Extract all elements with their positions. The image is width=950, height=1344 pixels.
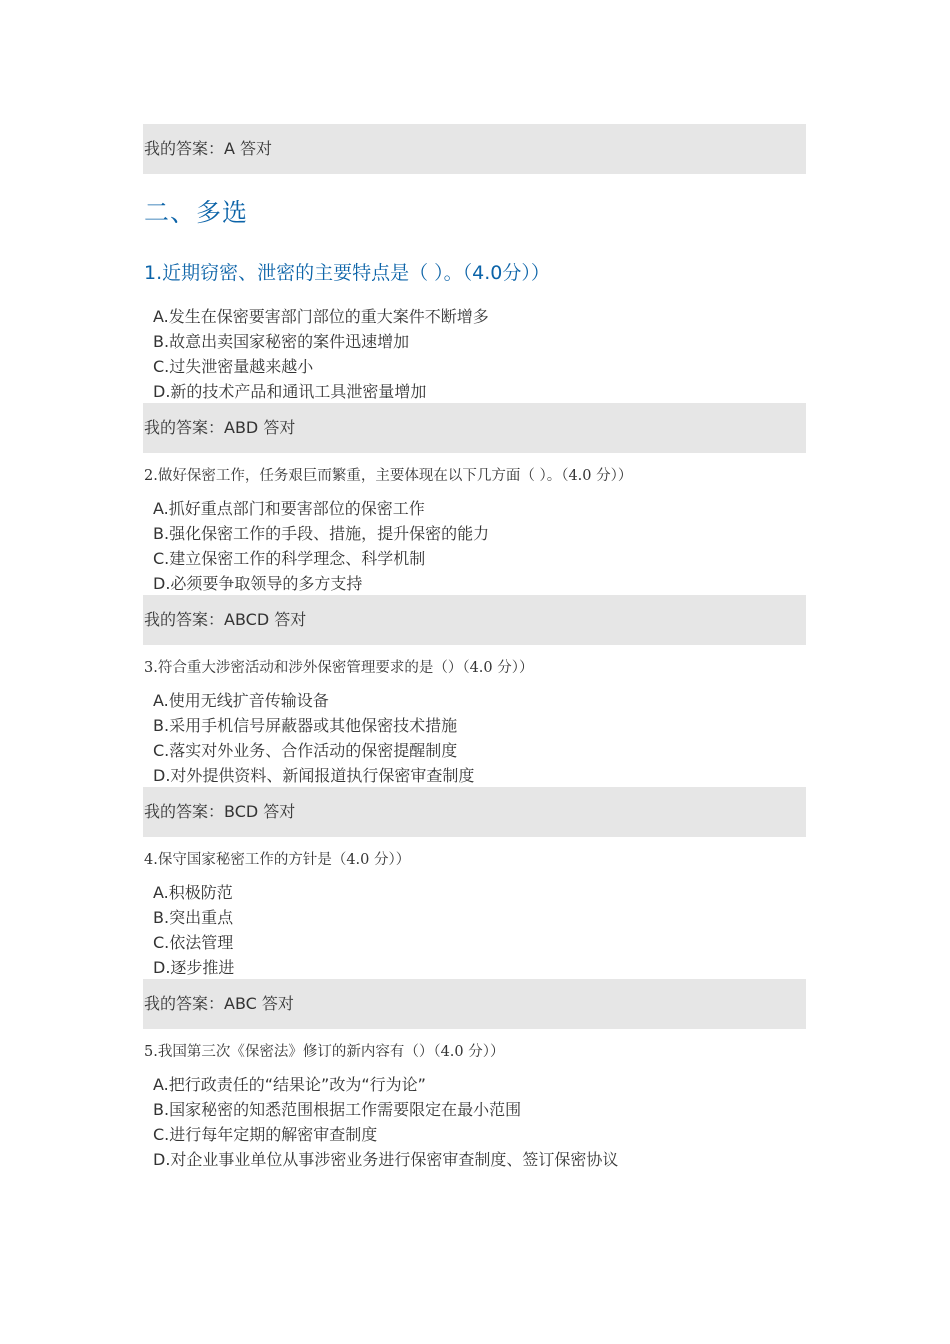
option-item: D.对企业事业单位从事涉密业务进行保密审查制度、签订保密协议 bbox=[153, 1150, 619, 1169]
option-item: D.逐步推进 bbox=[153, 958, 235, 977]
answer-bar bbox=[143, 787, 806, 837]
option-item: B.突出重点 bbox=[153, 908, 234, 927]
answer-text: 我的答案：A 答对 bbox=[144, 139, 273, 158]
answer-text: 我的答案：BCD 答对 bbox=[144, 802, 296, 821]
answer-bar bbox=[143, 979, 806, 1029]
answer-text: 我的答案：ABC 答对 bbox=[144, 994, 294, 1013]
option-item: A.积极防范 bbox=[153, 883, 233, 902]
option-item: C.依法管理 bbox=[153, 933, 234, 952]
question-title: 4.保守国家秘密工作的方针是（4.0 分）） bbox=[144, 852, 411, 868]
option-item: C.过失泄密量越来越小 bbox=[153, 357, 314, 376]
option-item: B.采用手机信号屏蔽器或其他保密技术措施 bbox=[153, 716, 458, 735]
option-item: A.抓好重点部门和要害部位的保密工作 bbox=[153, 499, 425, 518]
option-list bbox=[153, 688, 474, 788]
option-item: B.国家秘密的知悉范围根据工作需要限定在最小范围 bbox=[153, 1100, 522, 1119]
option-item: D.必须要争取领导的多方支持 bbox=[153, 574, 363, 593]
option-item: D.对外提供资料、新闻报道执行保密审查制度 bbox=[153, 766, 475, 785]
option-list bbox=[153, 304, 489, 404]
question-title: 3.符合重大涉密活动和涉外保密管理要求的是（）（4.0 分）） bbox=[144, 660, 534, 676]
option-item: C.建立保密工作的科学理念、科学机制 bbox=[153, 549, 426, 568]
answer-text: 我的答案：ABCD 答对 bbox=[144, 610, 307, 629]
option-item: A.把行政责任的“结果论”改为“行为论” bbox=[153, 1075, 426, 1094]
answer-bar bbox=[143, 403, 806, 453]
option-item: B.故意出卖国家秘密的案件迅速增加 bbox=[153, 332, 410, 351]
option-item: C.进行每年定期的解密审查制度 bbox=[153, 1125, 378, 1144]
question-title: 5.我国第三次《保密法》修订的新内容有（）（4.0 分）） bbox=[144, 1044, 505, 1060]
question-title: 1.近期窃密、泄密的主要特点是（ ）。（4.0分）） bbox=[144, 262, 550, 284]
section-title: 二、多选 bbox=[144, 198, 249, 227]
previous-answer-bar bbox=[143, 124, 806, 174]
option-list bbox=[153, 1072, 618, 1172]
option-item: B.强化保密工作的手段、措施，提升保密的能力 bbox=[153, 524, 490, 543]
option-list bbox=[153, 880, 234, 980]
answer-text: 我的答案：ABD 答对 bbox=[144, 418, 296, 437]
option-item: A.使用无线扩音传输设备 bbox=[153, 691, 329, 710]
option-item: D.新的技术产品和通讯工具泄密量增加 bbox=[153, 382, 427, 401]
option-list bbox=[153, 496, 489, 596]
question-title: 2.做好保密工作，任务艰巨而繁重，主要体现在以下几方面（ ）。（4.0 分）） bbox=[144, 468, 633, 484]
option-item: A.发生在保密要害部门部位的重大案件不断增多 bbox=[153, 307, 489, 326]
option-item: C.落实对外业务、合作活动的保密提醒制度 bbox=[153, 741, 458, 760]
answer-bar bbox=[143, 595, 806, 645]
